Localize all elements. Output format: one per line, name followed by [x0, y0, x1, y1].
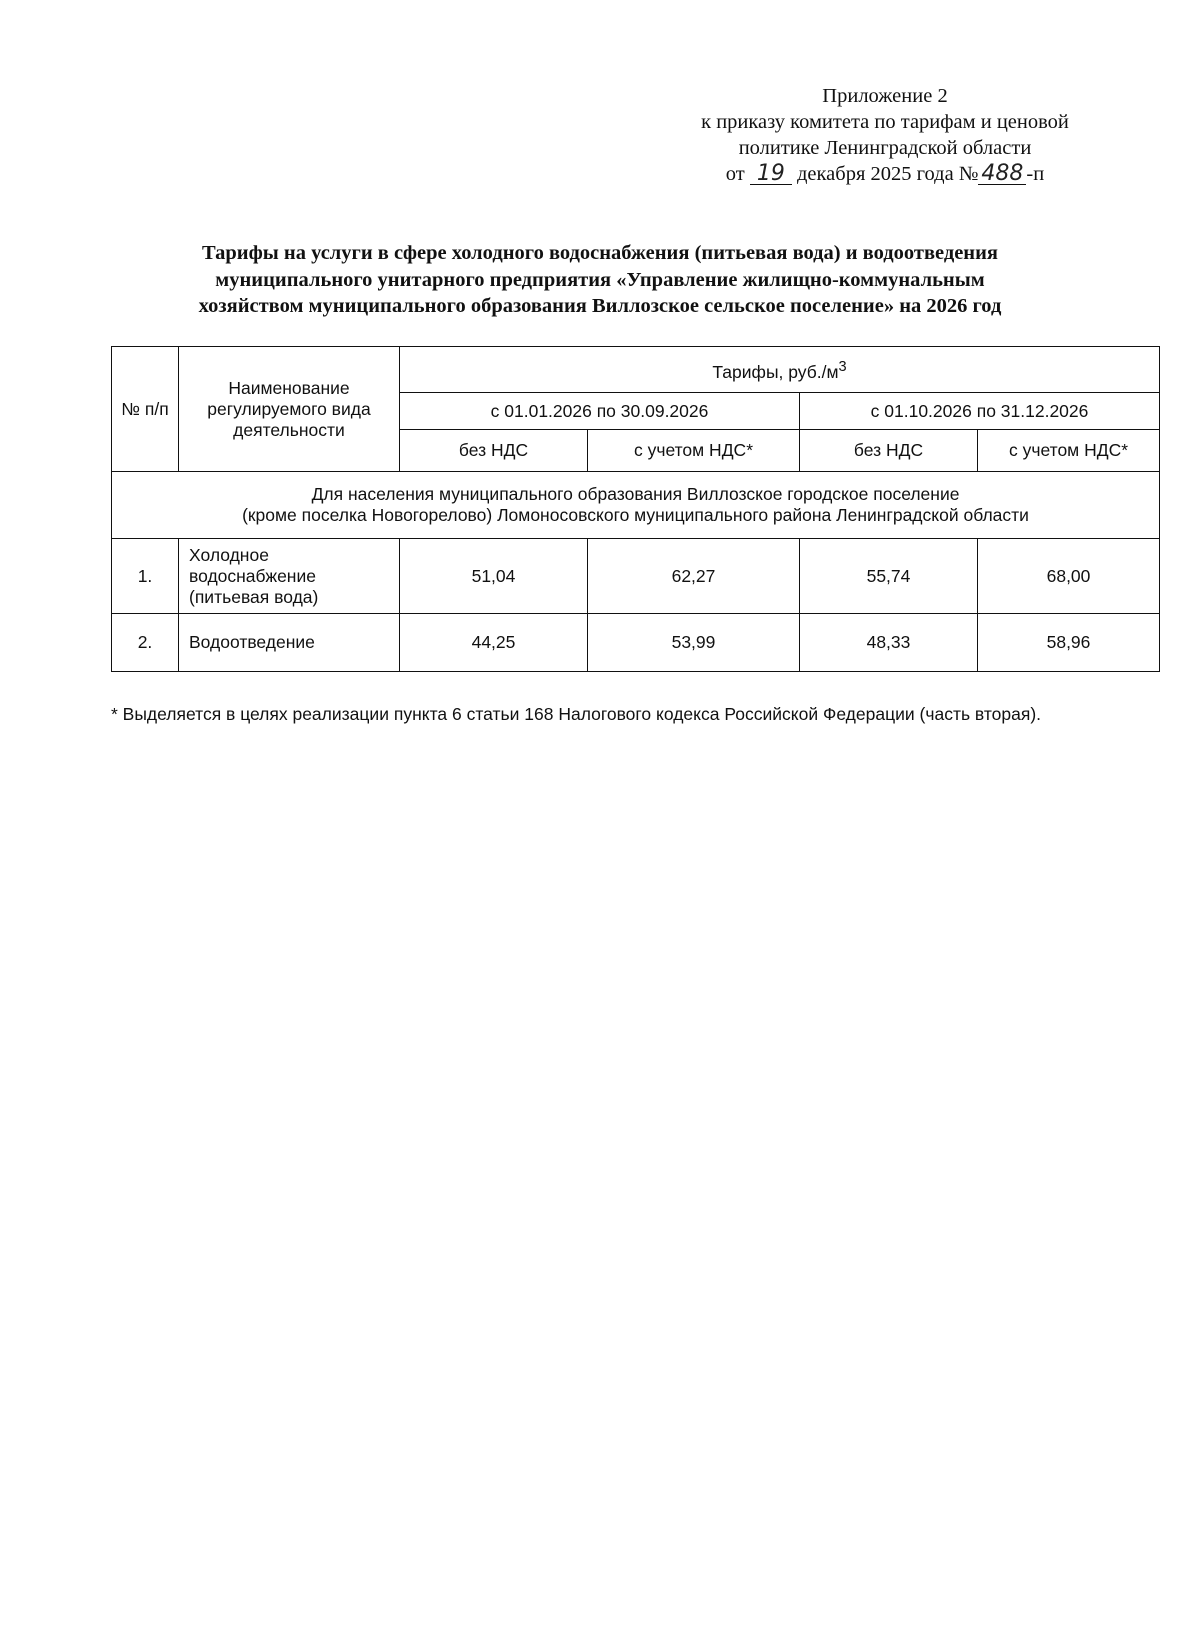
row-p2-with-vat: 68,00: [978, 539, 1160, 614]
date-prefix: от: [725, 163, 745, 185]
tariffs-table: [111, 346, 1160, 672]
row-number: 2.: [112, 614, 179, 672]
row-p1-without-vat: 51,04: [400, 539, 588, 614]
row-p1-with-vat: 53,99: [588, 614, 800, 672]
header-p2-without-vat: без НДС: [800, 430, 978, 472]
handwritten-order-number: 488: [978, 164, 1026, 185]
footnote: * Выделяется в целях реализации пункта 6 статьи 168 Налогового кодекса Российской Федерации (часть вторая).: [111, 704, 1042, 724]
order-suffix: -п: [1026, 163, 1045, 185]
date-month-year: декабря 2025 года №: [796, 163, 979, 185]
title-line-1: Тарифы на услуги в сфере холодного водоснабжения (питьевая вода) и водоотведения: [201, 242, 999, 264]
document-title: [110, 240, 1090, 320]
appendix-order-ref: к приказу комитета по тарифам и ценовой: [701, 111, 1069, 133]
row-activity: Холодное водоснабжение (питьевая вода): [179, 539, 400, 614]
appendix-number: Приложение 2: [822, 85, 948, 107]
group-row-population: [112, 472, 1160, 539]
header-tariffs: [400, 347, 1160, 393]
header-period-2: с 01.10.2026 по 31.12.2026: [800, 393, 1160, 430]
row-p1-with-vat: 62,27: [588, 539, 800, 614]
appendix-header: [665, 83, 1105, 187]
header-p2-with-vat: с учетом НДС*: [978, 430, 1160, 472]
row-p2-with-vat: 58,96: [978, 614, 1160, 672]
row-p2-without-vat: 55,74: [800, 539, 978, 614]
row-p1-without-vat: 44,25: [400, 614, 588, 672]
header-p1-without-vat: без НДС: [400, 430, 588, 472]
title-line-2: муниципального унитарного предприятия «Управление жилищно-коммунальным: [215, 268, 985, 291]
table-row: [112, 539, 1160, 614]
group-line-1: Для населения муниципального образования Виллозское городское поселение: [311, 484, 960, 504]
appendix-committee: политике Ленинградской области: [738, 137, 1032, 159]
row-activity: Водоотведение: [179, 614, 400, 672]
header-row-number: № п/п: [112, 347, 179, 472]
table-row: [112, 614, 1160, 672]
header-period-1: с 01.01.2026 по 30.09.2026: [400, 393, 800, 430]
appendix-date-line: [665, 161, 1105, 187]
row-number: 1.: [112, 539, 179, 614]
row-p2-without-vat: 48,33: [800, 614, 978, 672]
handwritten-day: 19: [750, 164, 792, 185]
tariffs-label: Тарифы, руб./м: [712, 361, 839, 382]
group-line-2: (кроме поселка Новогорелово) Ломоносовского муниципального района Ленинградской области: [242, 505, 1029, 525]
title-line-3: хозяйством муниципального образования Виллозское сельское поселение» на 2026 год: [198, 295, 1002, 317]
header-activity-name: Наименование регулируемого вида деятельности: [179, 347, 400, 472]
tariffs-unit-power: 3: [838, 358, 847, 375]
header-p1-with-vat: с учетом НДС*: [588, 430, 800, 472]
